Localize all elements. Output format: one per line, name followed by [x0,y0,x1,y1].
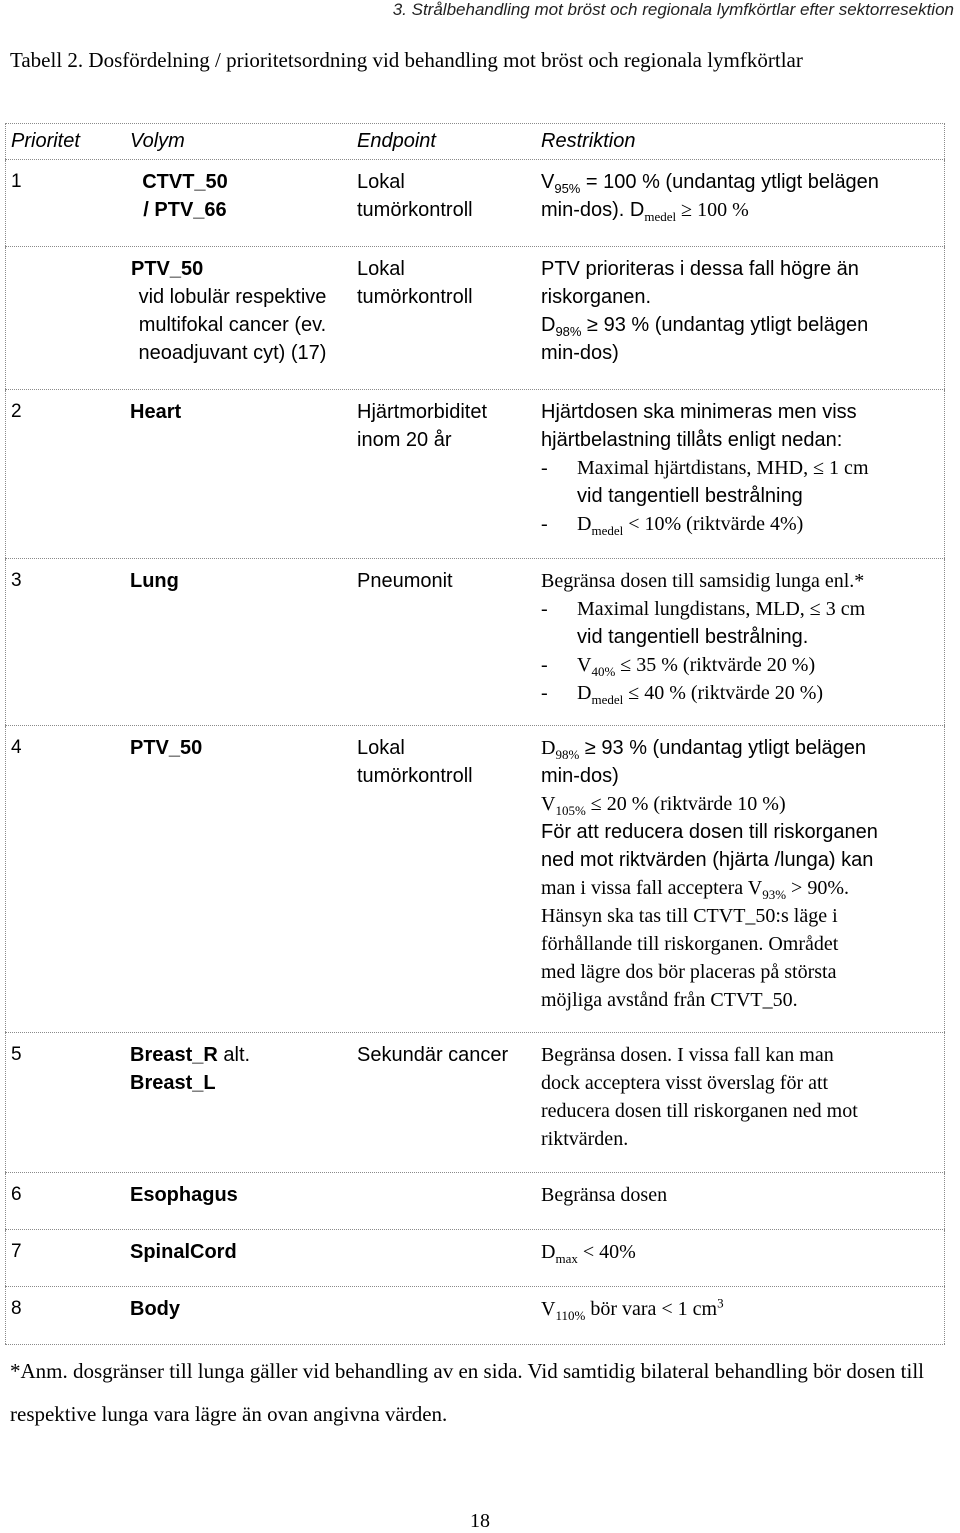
restriction-bullet [541,679,931,707]
restriction-text: > 90%. [786,877,849,899]
table-row-2 [5,390,945,559]
endpoint-line: inom 20 år [357,429,452,451]
table-row-4 [5,726,945,1033]
restriction-line: reducera dosen till riskorganen ned mot [541,1100,858,1122]
volume-cell: SpinalCord [130,1241,237,1263]
volume-line: / PTV_66 [143,199,227,221]
restriction-cell [541,168,931,224]
endpoint-line: Hjärtmorbiditet [357,401,488,423]
volume-cell [130,168,240,224]
priority-cell: 3 [11,570,22,591]
running-head: 3. Strålbehandling mot bröst och regionala lymfkörtlar efter sektorresektion [392,0,954,19]
restriction-cell [541,1238,931,1266]
volume-cell: Esophagus [130,1184,238,1206]
table-caption: Tabell 2. Dosfördelning / prioritetsordning vid behandling mot bröst och regionala lymfkörtlar [10,48,803,72]
endpoint-cell [357,734,537,790]
volume-cell [130,1041,250,1097]
volume-cell: Lung [130,570,179,592]
restriction-line: min-dos) [541,765,619,787]
restriction-symbol: V [541,171,555,193]
restriction-cell [541,255,931,367]
restriction-text: man i vissa fall acceptera V [541,877,763,899]
table-row-1 [5,160,945,247]
restriction-subscript: medel [591,523,624,538]
restriction-line: min-dos) [541,342,619,364]
endpoint-cell [357,255,537,311]
restriction-bullet [541,651,931,679]
restriction-text: Maximal hjärtdistans, MHD, ≤ 1 cm [577,457,869,479]
restriction-symbol: V [577,654,592,676]
priority-cell: 5 [11,1044,22,1065]
priority-cell: 7 [11,1241,22,1262]
endpoint-line: tumörkontroll [357,286,473,308]
restriction-line: Begränsa dosen. I vissa fall kan man [541,1044,834,1066]
endpoint-cell: Pneumonit [357,570,453,592]
priority-cell: 2 [11,401,22,422]
priority-cell: 6 [11,1184,22,1205]
bullet-dash: - [541,457,548,479]
header-volume: Volym [130,130,185,152]
restriction-text: bör vara < 1 cm [585,1298,718,1320]
endpoint-line: Lokal [357,737,405,759]
endpoint-line: Lokal [357,258,405,280]
volume-alt-text: alt. [217,1044,251,1066]
table-row-1b [5,247,945,390]
bullet-dash: - [541,598,548,620]
restriction-symbol: D [577,513,592,535]
restriction-subscript: medel [591,692,624,707]
restriction-bullet-continuation: vid tangentiell bestrålning [577,485,803,507]
restriction-subscript: 98% [555,747,580,762]
header-priority: Prioritet [11,130,80,152]
volume-line: neoadjuvant cyt) (17) [138,342,327,364]
endpoint-line: tumörkontroll [357,199,473,221]
volume-cell [125,255,340,367]
restriction-line: dock acceptera visst överslag för att [541,1072,829,1094]
bullet-dash: - [541,654,548,676]
restriction-line: riktvärden. [541,1128,629,1150]
restriction-cell [541,1295,931,1323]
endpoint-cell: Sekundär cancer [357,1044,509,1066]
restriction-symbol: D [541,737,556,759]
restriction-text: ≤ 35 % (riktvärde 20 %) [615,654,816,676]
restriction-text: < 10% (riktvärde 4%) [623,513,804,535]
footnote: *Anm. dosgränser till lunga gäller vid behandling av en sida. Vid samtidig bilateral behandling bör dosen till respektive lunga vara lägre än ovan angivna värden. [10,1359,925,1426]
restriction-bullet [541,595,931,623]
restriction-subscript: medel [644,209,677,224]
header-restriction: Restriktion [541,130,636,152]
restriction-line: med lägre dos bör placeras på största [541,961,837,983]
priority-cell: 8 [11,1298,22,1319]
table-row-6 [5,1173,945,1230]
table-row-7 [5,1230,945,1287]
restriction-cell [541,1041,931,1153]
dose-priority-table [5,123,945,1345]
restriction-subscript: 95% [554,181,581,196]
table-row-5 [5,1033,945,1173]
volume-line: Breast_L [130,1072,216,1094]
volume-line: vid lobulär respektive [138,286,327,308]
restriction-text: ≤ 20 % (riktvärde 10 %) [585,793,786,815]
restriction-text: Maximal lungdistans, MLD, ≤ 3 cm [577,598,866,620]
volume-cell: Body [130,1298,180,1320]
priority-cell: 1 [11,171,22,192]
table-row-8 [5,1287,945,1345]
volume-cell: Heart [130,401,182,423]
restriction-line: För att reducera dosen till riskorganen [541,821,878,843]
endpoint-line: tumörkontroll [357,765,473,787]
restriction-line: hjärtbelastning tillåts enligt nedan: [541,429,843,451]
restriction-line: ned mot riktvärden (hjärta /lunga) kan [541,849,874,871]
restriction-symbol: D [541,1241,556,1263]
restriction-symbol: V [541,793,556,815]
volume-line: CTVT_50 [142,171,228,193]
restriction-subscript: 105% [555,803,586,818]
priority-cell: 4 [11,737,22,758]
restriction-subscript: max [555,1251,578,1266]
endpoint-line: Lokal [357,171,405,193]
restriction-text: ≥ 93 % (undantag ytligt belägen [579,737,867,759]
restriction-cell: Begränsa dosen [541,1184,668,1206]
restriction-bullet [541,454,931,482]
volume-line: multifokal cancer (ev. [138,314,327,336]
restriction-subscript: 110% [555,1308,586,1323]
volume-cell: PTV_50 [130,737,203,759]
restriction-bullet [541,510,931,538]
restriction-symbol: D [577,682,592,704]
restriction-line: Begränsa dosen till samsidig lunga enl.* [541,570,865,592]
bullet-dash: - [541,682,548,704]
restriction-cell [541,734,931,1014]
restriction-text: = 100 % (undantag ytligt belägen [580,171,879,193]
header-endpoint: Endpoint [357,130,436,152]
restriction-line: riskorganen. [541,286,652,308]
endpoint-cell [357,168,537,224]
restriction-superscript: 3 [717,1295,724,1311]
restriction-symbol: D [541,314,556,336]
restriction-text: < 40% [577,1241,636,1263]
restriction-cell [541,398,931,538]
bullet-dash: - [541,513,548,535]
table-header-row [5,123,945,160]
restriction-cell [541,567,931,707]
restriction-text: ≤ 40 % (riktvärde 20 %) [623,682,824,704]
restriction-subscript: 40% [591,664,616,679]
restriction-line: Hänsyn ska tas till CTVT_50:s läge i [541,905,838,927]
volume-line: PTV_50 [131,258,204,280]
restriction-line: möjliga avstånd från CTVT_50. [541,989,798,1011]
restriction-text: min-dos). D [541,199,645,221]
volume-line: Breast_R [130,1044,218,1066]
restriction-line: förhållande till riskorganen. Området [541,933,839,955]
endpoint-cell [357,398,537,454]
restriction-subscript: 98% [555,324,582,339]
restriction-line: Hjärtdosen ska minimeras men viss [541,401,857,423]
restriction-symbol: V [541,1298,556,1320]
restriction-text: ≥ 100 % [676,199,749,221]
restriction-bullet-continuation: vid tangentiell bestrålning. [577,626,809,648]
table-row-3 [5,559,945,726]
restriction-line: PTV prioriteras i dessa fall högre än [541,258,859,280]
restriction-subscript: 93% [762,887,787,902]
restriction-text: ≥ 93 % (undantag ytligt belägen [581,314,869,336]
page-number: 18 [470,1510,490,1532]
